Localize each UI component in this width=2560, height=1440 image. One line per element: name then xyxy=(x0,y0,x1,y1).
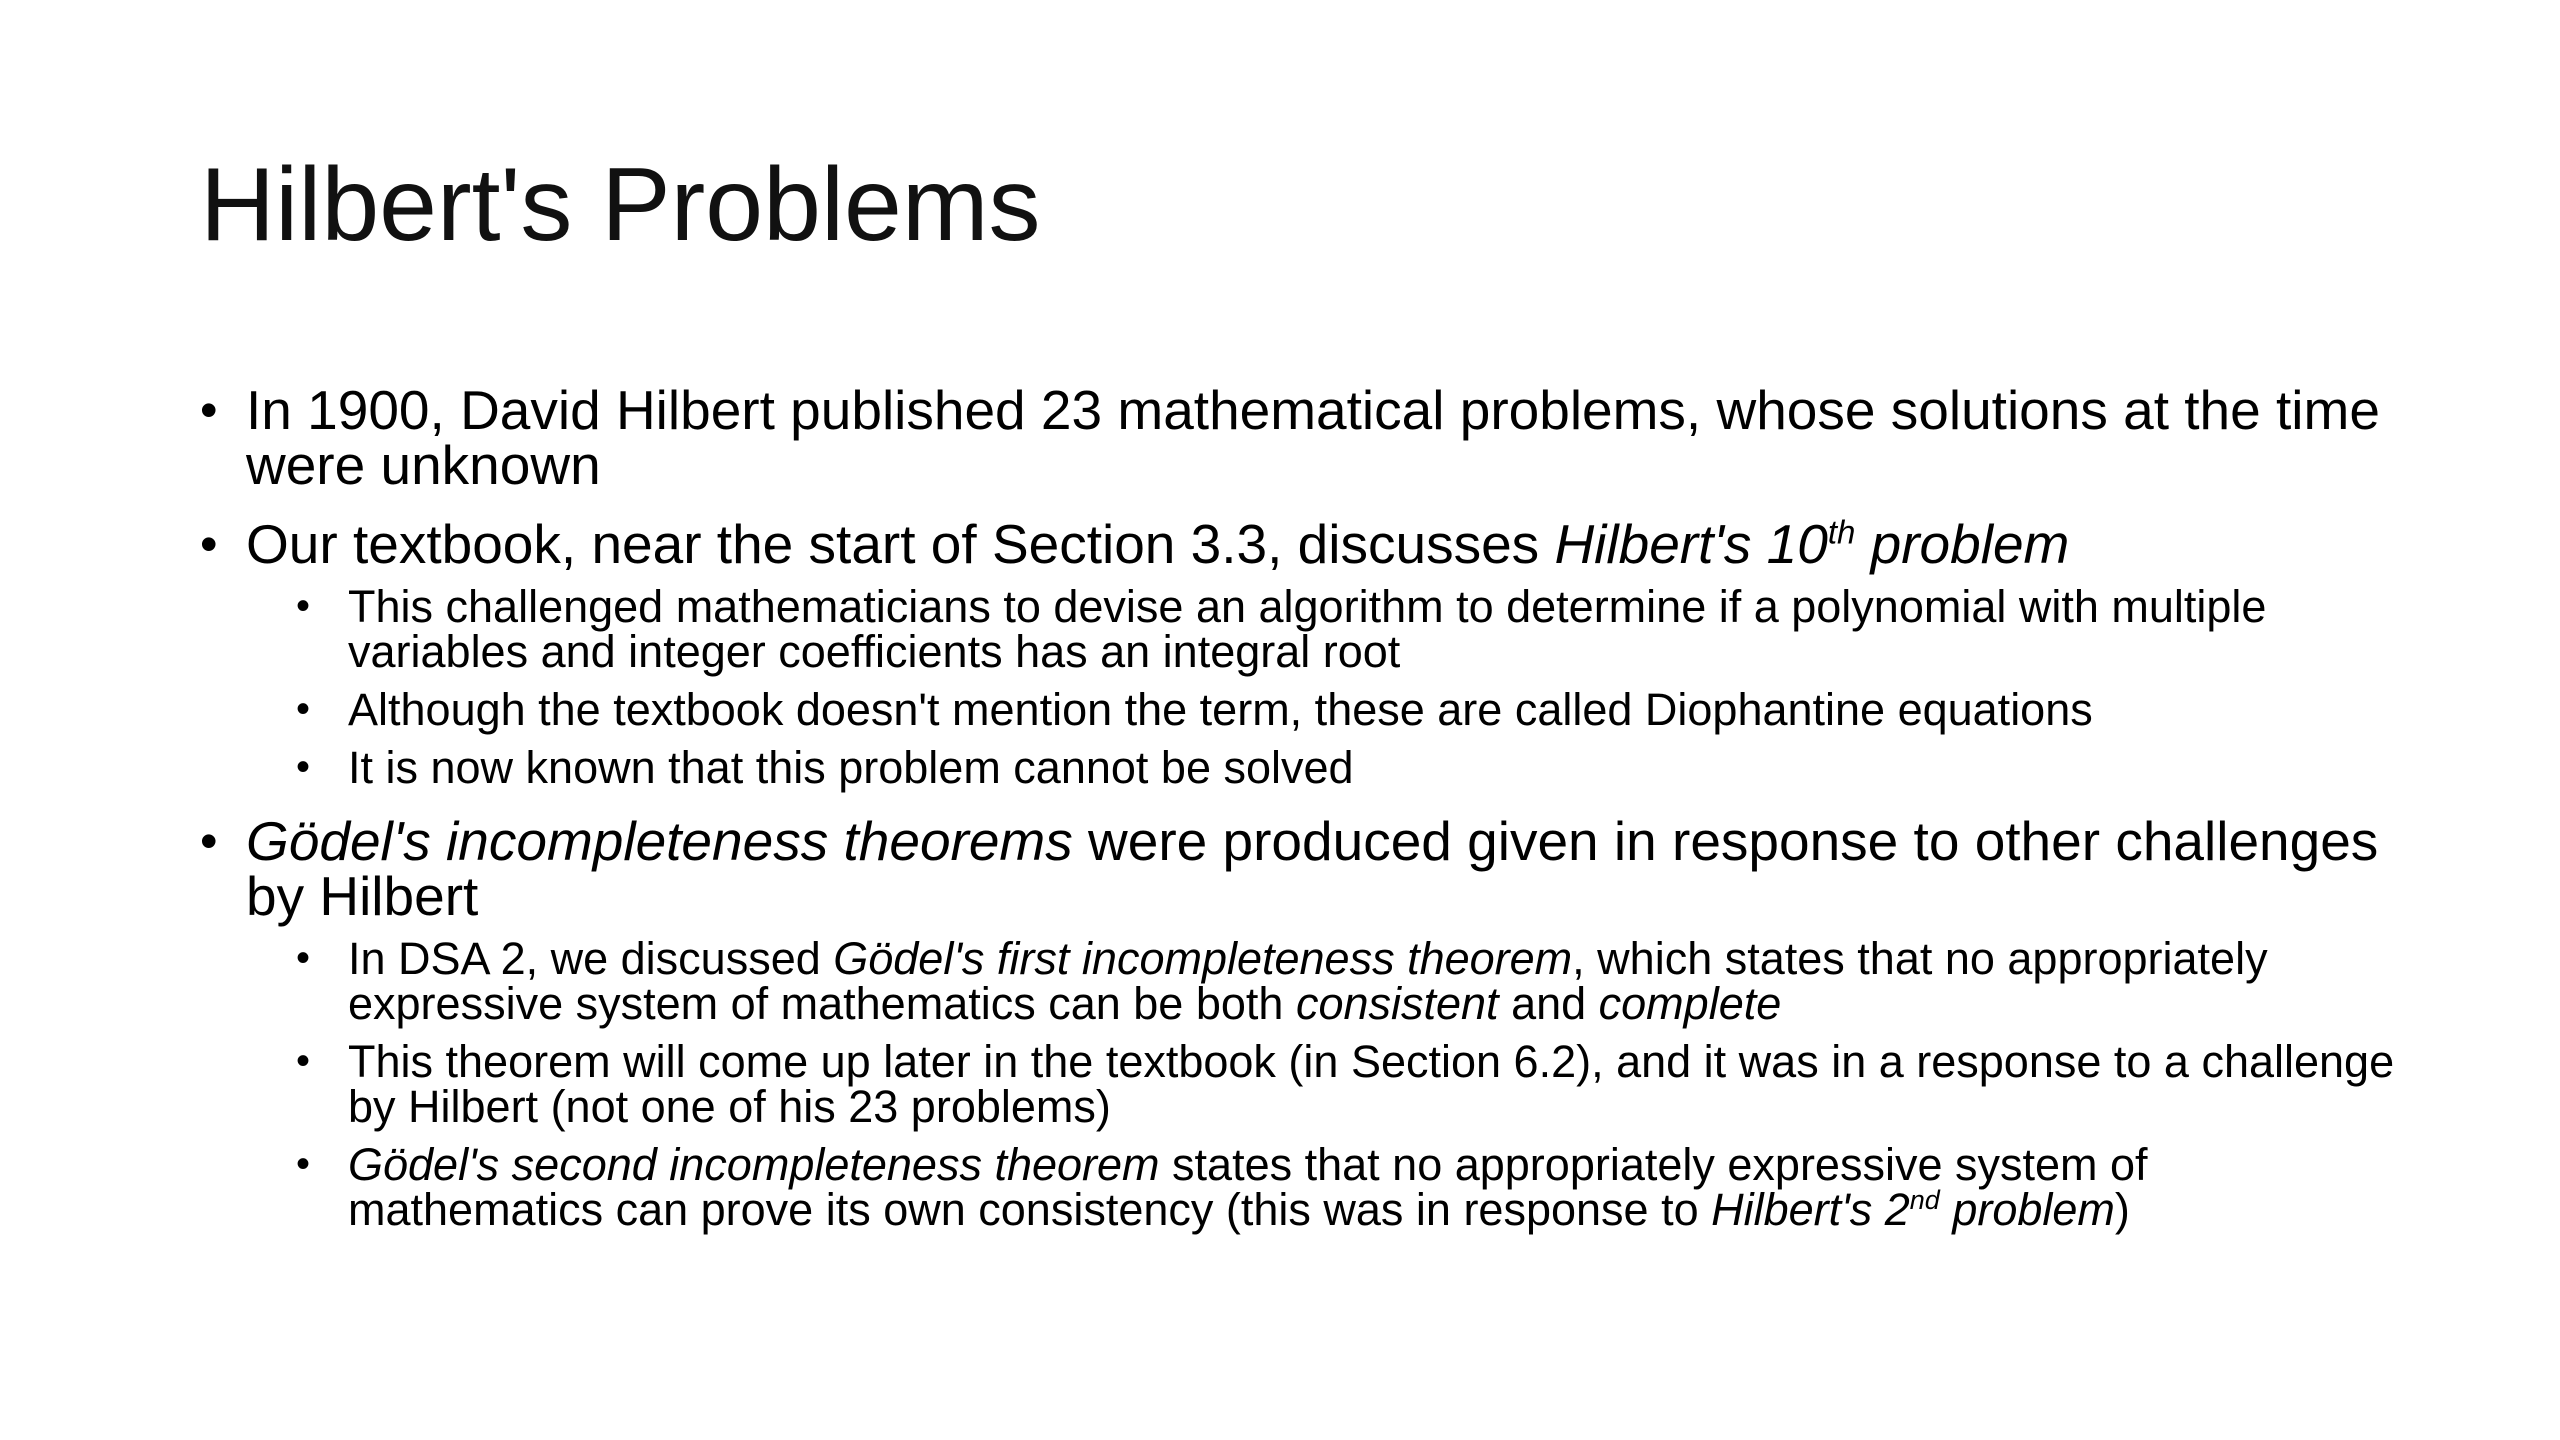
italic-term xyxy=(1554,513,2069,575)
italic-term: Gödel's first incompleteness theorem xyxy=(833,933,1573,984)
sub-bullet-item-2 xyxy=(296,1036,2400,1132)
text-part: states that no appropriately expressive system of mathematics can prove its own consistency (this was in response to xyxy=(348,1139,2148,1235)
italic-term: consistent xyxy=(1295,978,1499,1029)
ordinal-suffix: nd xyxy=(1909,1185,1940,1215)
italic-term-main: Hilbert's 2 xyxy=(1711,1184,1910,1235)
text-part: , which states that no appropriately expressive system of mathematics can be both xyxy=(348,933,2268,1029)
bullet-item-2 xyxy=(200,513,2400,793)
sub-bullet-item-2 xyxy=(296,684,2400,735)
italic-term: Gödel's second incompleteness theorem xyxy=(348,1139,1160,1190)
sub-bullet-item-3 xyxy=(296,1139,2400,1235)
sub-bullet-marker: • xyxy=(296,745,311,789)
bullet-marker: • xyxy=(200,382,218,438)
bullet-list xyxy=(200,379,2400,1256)
sub-bullet-text: This challenged mathematicians to devise an algorithm to determine if a polynomial with multiple variables and integer coefficients has an integral root xyxy=(348,581,2267,677)
bullet-item-1 xyxy=(200,379,2400,496)
text-part: and xyxy=(1498,978,1599,1029)
sub-bullet-item-1 xyxy=(296,581,2400,677)
sub-bullet-text: This theorem will come up later in the textbook (in Section 6.2), and it was in a response to a challenge by Hilbert (not one of his 23 problems) xyxy=(348,1036,2395,1132)
sub-bullet-list xyxy=(246,933,2400,1235)
sub-bullet-text: It is now known that this problem cannot be solved xyxy=(348,742,1354,793)
sub-bullet-marker: • xyxy=(296,687,311,731)
sub-bullet-item-3 xyxy=(296,742,2400,793)
text-part: ) xyxy=(2114,1184,2130,1235)
italic-term: Gödel's incompleteness theorems xyxy=(246,810,1073,872)
bullet-item-3 xyxy=(200,810,2400,1235)
sub-bullet-list xyxy=(246,581,2400,793)
ordinal-suffix: th xyxy=(1827,513,1856,551)
sub-bullet-marker: • xyxy=(296,936,311,980)
sub-bullet-marker: • xyxy=(296,584,311,628)
bullet-marker: • xyxy=(200,516,218,572)
italic-term: complete xyxy=(1598,978,1782,1029)
bullet-text: Our textbook, near the start of Section 3.3, discusses xyxy=(246,513,1555,575)
italic-term-suffix: problem xyxy=(1855,513,2070,575)
sub-bullet-marker: • xyxy=(296,1142,311,1186)
italic-term xyxy=(1711,1184,2115,1235)
slide-title: Hilbert's Problems xyxy=(200,147,1041,263)
italic-term-main: Hilbert's 10 xyxy=(1554,513,1828,575)
text-part: In DSA 2, we discussed xyxy=(348,933,834,984)
bullet-text: In 1900, David Hilbert published 23 mathematical problems, whose solutions at the time were unknown xyxy=(246,379,2380,496)
sub-bullet-text: Although the textbook doesn't mention the term, these are called Diophantine equations xyxy=(348,684,2093,735)
sub-bullet-item-1 xyxy=(296,933,2400,1029)
italic-term-suffix: problem xyxy=(1939,1184,2115,1235)
sub-bullet-marker: • xyxy=(296,1039,311,1083)
bullet-marker: • xyxy=(200,813,218,869)
bullet-text: were produced given in response to other challenges by Hilbert xyxy=(246,810,2379,927)
